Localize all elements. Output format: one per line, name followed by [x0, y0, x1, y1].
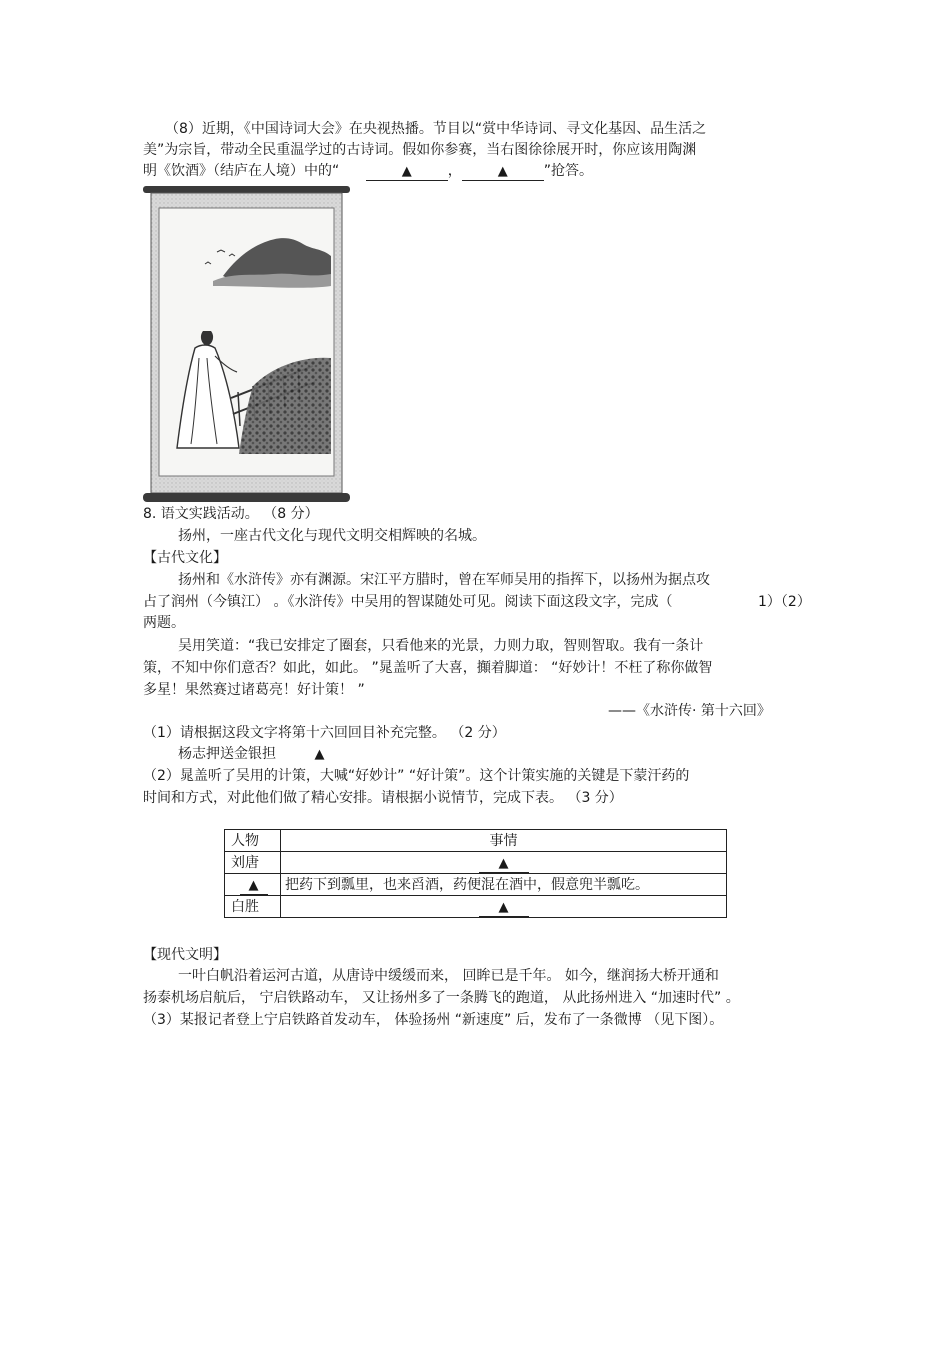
quote-line-2: 策，不知中你们意否？如此，如此。 ”晁盖听了大喜，攧着脚道： “好妙计！不枉了称你做智 — [143, 660, 713, 676]
triangle-icon: ▲ — [240, 878, 268, 895]
header-event: 事情 — [281, 830, 727, 852]
question-1-answer-line — [178, 745, 324, 764]
ancient-culture-title: 【古代文化】 — [143, 550, 227, 566]
question-2-line-1: （2）晁盖听了吴用的计策，大喊“好妙计” “好计策”。这个计策实施的关键是下蒙汗药的 — [143, 768, 690, 784]
answer-blank-2[interactable] — [462, 163, 544, 181]
row-person: 刘唐 — [225, 852, 281, 874]
events-table — [224, 829, 727, 918]
ancient-paragraph-line-1: 扬州和《水浒传》亦有渊源。宋江平方腊时，曾在军师吴用的指挥下，以扬州为据点攻 — [178, 572, 710, 588]
row-person: 白胜 — [225, 896, 281, 918]
q8-line-3-prefix: 明《饮酒》（结庐在人境）中的“ — [143, 163, 340, 179]
triangle-icon[interactable]: ▲ — [314, 747, 325, 762]
question-3: （3）某报记者登上宁启铁路首发动车， 体验扬州 “新速度” 后，发布了一条微博 （见下图）。 — [143, 1012, 724, 1028]
triangle-icon: ▲ — [479, 856, 529, 873]
quote-line-1: 吴用笑道：“我已安排定了圈套，只看他来的光景，力则力取，智则智取。我有一条计 — [178, 638, 704, 654]
q8-line-3 — [143, 162, 593, 181]
q8-line-2: 美”为宗旨，带动全民重温学过的古诗词。假如你参赛，当右图徐徐展开时，你应该用陶渊 — [143, 142, 697, 158]
q8-line-3-suffix: ”抢答。 — [543, 163, 593, 179]
header-person: 人物 — [225, 830, 281, 852]
triangle-icon: ▲ — [401, 164, 412, 179]
question-1: （1）请根据这段文字将第十六回回目补充完整。 （2 分） — [143, 725, 506, 741]
row-event-cell[interactable] — [281, 852, 727, 874]
row-person-cell[interactable] — [225, 874, 281, 896]
table-row — [225, 852, 727, 874]
section-intro: 扬州，一座古代文化与现代文明交相辉映的名城。 — [178, 528, 486, 544]
quote-source: ——《水浒传· 第十六回》 — [608, 703, 771, 719]
table-row — [225, 874, 727, 896]
section-heading: 8. 语文实践活动。 （8 分） — [143, 506, 319, 522]
ancient-paragraph-line-2: 占了润州（今镇江） 。《水浒传》中吴用的智谋随处可见。阅读下面这段文字，完成（ — [143, 594, 673, 610]
quote-line-3: 多星！果然赛过诸葛亮！好计策！ ” — [143, 682, 365, 698]
question-2-line-2: 时间和方式，对此他们做了精心安排。请根据小说情节，完成下表。 （3 分） — [143, 790, 623, 806]
triangle-icon: ▲ — [497, 164, 508, 179]
modern-paragraph-line-1: 一叶白帆沿着运河古道，从唐诗中缓缓而来， 回眸已是千年。 如今，继润扬大桥开通和 — [178, 968, 719, 984]
answer-blank-1[interactable] — [366, 163, 448, 181]
q8-comma: ， — [447, 163, 462, 179]
triangle-icon: ▲ — [479, 900, 529, 917]
modern-title: 【现代文明】 — [143, 947, 227, 963]
scroll-painting-image — [143, 186, 350, 502]
table-header-row — [225, 830, 727, 852]
ancient-paragraph-line-3: 两题。 — [143, 615, 185, 631]
ancient-paragraph-line-2-tail: 1）（2） — [758, 594, 811, 610]
modern-paragraph-line-2: 扬泰机场启航后， 宁启铁路动车， 又让扬州多了一条腾飞的跑道， 从此扬州进入 “加速时代” 。 — [143, 990, 740, 1006]
q8-line-1: （8）近期，《中国诗词大会》在央视热播。节目以“赏中华诗词、寻文化基因、品生活之 — [165, 121, 707, 137]
row-event: 把药下到瓢里，也来舀酒，药便混在酒中，假意兜半瓢吃。 — [281, 874, 727, 896]
table-row — [225, 896, 727, 918]
row-event-cell[interactable] — [281, 896, 727, 918]
question-1-prefix: 杨志押送金银担 — [178, 746, 276, 762]
